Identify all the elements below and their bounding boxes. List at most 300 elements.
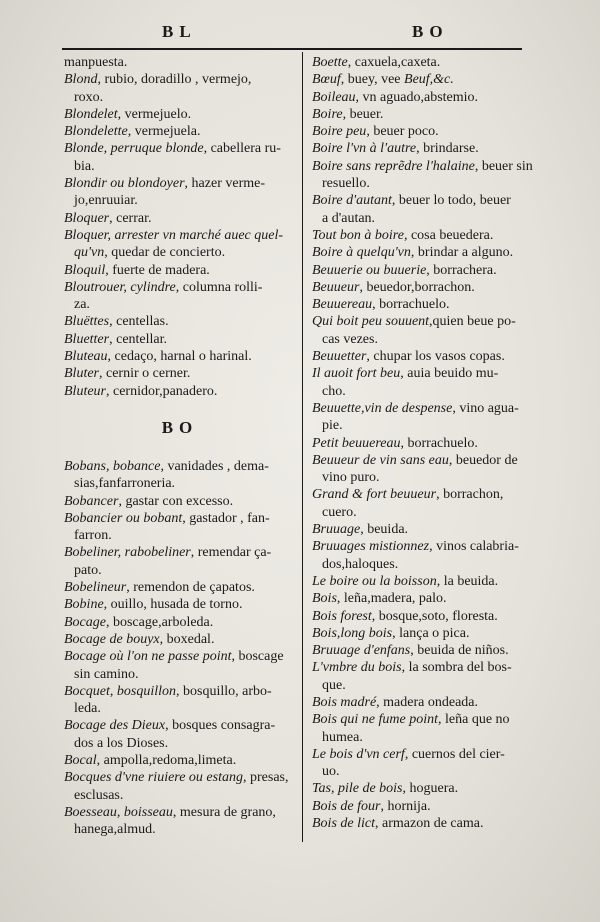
dictionary-entry <box>64 227 296 262</box>
entry-line <box>64 192 296 209</box>
definition: , boscage <box>231 649 284 665</box>
headword: Boire d'autant <box>312 193 392 209</box>
dictionary-entry <box>312 71 538 88</box>
definition: , remendar ça- <box>190 545 272 561</box>
definition: sin camino. <box>74 666 139 682</box>
headword: Boette <box>312 55 348 70</box>
dictionary-entry <box>312 711 538 746</box>
entry-line <box>64 383 296 400</box>
dictionary-entry <box>64 348 296 365</box>
entry-line <box>64 596 296 613</box>
entry-line <box>64 527 296 544</box>
definition: , bosquillo, arbo- <box>176 683 272 699</box>
entry-line <box>64 769 296 786</box>
dictionary-entry <box>64 769 296 804</box>
entry-line <box>64 821 296 838</box>
entry-line <box>312 590 538 607</box>
entry-line <box>64 244 296 261</box>
headword: Beuuetter <box>312 349 367 365</box>
definition: vino puro. <box>322 470 380 486</box>
page-header <box>62 22 522 52</box>
entry-line <box>312 158 538 175</box>
dictionary-entry <box>64 210 296 227</box>
headword: Boire <box>312 106 343 122</box>
headword: Bobancier ou bobant <box>64 510 183 526</box>
headword: Le boire ou la boisson <box>312 573 437 589</box>
headword: Bois de lict <box>312 816 375 832</box>
entry-line <box>312 262 538 279</box>
entry-line <box>64 614 296 631</box>
definition: , cosa beuedera. <box>403 227 494 243</box>
dictionary-entry <box>312 538 538 573</box>
headword: Bruuage <box>312 522 361 538</box>
entry-line <box>312 573 538 590</box>
definition: , cuernos del cier- <box>404 746 505 762</box>
headword: Blonde, perruque blonde <box>64 141 204 157</box>
entry-line <box>312 54 538 71</box>
headword: Beuueur <box>312 279 360 295</box>
definition: , caxuela,caxeta. <box>347 55 441 70</box>
entry-line <box>64 365 296 382</box>
headword: Blondelette <box>64 124 128 140</box>
dictionary-entry <box>64 717 296 752</box>
definition: cuero. <box>322 504 357 520</box>
dictionary-entry <box>312 244 538 261</box>
definition: , brindar a alguno. <box>410 245 514 261</box>
entry-line <box>64 89 296 106</box>
entry-line <box>64 579 296 596</box>
dictionary-entry <box>312 521 538 538</box>
headword: Bobancer <box>64 493 119 509</box>
dictionary-entry <box>64 510 296 545</box>
definition: roxo. <box>74 89 104 105</box>
dictionary-entry <box>64 123 296 140</box>
headword: Bloutrouer, cylindre <box>64 279 176 295</box>
left-column <box>64 54 296 838</box>
entry-line <box>64 140 296 157</box>
headword: Bloquer <box>64 210 110 226</box>
definition: , boscage,arboleda. <box>105 614 214 630</box>
entry-line <box>312 486 538 503</box>
headword: Bluetter <box>64 331 110 347</box>
entry-line <box>64 227 296 244</box>
definition: , ouillo, husada de torno. <box>103 597 243 613</box>
headword: Bocal <box>64 752 97 768</box>
definition: sias,fanfarroneria. <box>74 476 176 492</box>
dictionary-entry <box>312 296 538 313</box>
definition: esclusas. <box>74 787 124 803</box>
entry-line <box>312 694 538 711</box>
definition: uo. <box>322 764 340 780</box>
right-entries <box>312 54 538 832</box>
definition: , beuer. <box>342 106 384 122</box>
entry-line <box>64 493 296 510</box>
dictionary-entry <box>64 804 296 839</box>
dictionary-entry <box>312 815 538 832</box>
entry-line <box>64 106 296 123</box>
entry-line <box>64 683 296 700</box>
dictionary-entry <box>312 400 538 435</box>
entry-line <box>64 123 296 140</box>
definition: , leña,madera, palo. <box>336 591 447 607</box>
entry-line <box>312 677 538 694</box>
definition: , beuer sin <box>474 158 533 174</box>
dictionary-entry <box>64 493 296 510</box>
definition: , vermejuela. <box>127 124 201 140</box>
definition: , presas, <box>243 770 289 786</box>
dictionary-entry <box>312 365 538 400</box>
headword: Bluteur <box>64 383 106 399</box>
dictionary-entry <box>64 458 296 493</box>
entry-line <box>64 458 296 475</box>
headword: Bocage où l'on ne passe point <box>64 649 232 665</box>
headword: Boesseau, boisseau <box>64 804 173 820</box>
headword: Bruuage d'enfans <box>312 643 411 659</box>
headword: Bois forest <box>312 608 372 624</box>
definition: , bosque,soto, floresta. <box>371 608 498 624</box>
headword: Bobans, bobance <box>64 458 161 474</box>
dictionary-entry <box>312 798 538 815</box>
headword: Petit beuuereau <box>312 435 401 451</box>
headword: Beuuerie ou buuerie <box>312 262 427 278</box>
definition: , cernidor,panadero. <box>106 383 218 399</box>
definition: , beuedor,borrachon. <box>359 279 475 295</box>
dictionary-entry <box>312 106 538 123</box>
right-column <box>312 54 538 832</box>
definition: za. <box>74 297 90 313</box>
dictionary-entry <box>64 279 296 314</box>
entry-line <box>312 140 538 157</box>
entry-line <box>312 556 538 573</box>
entry-line <box>312 780 538 797</box>
definition: , vino agua- <box>452 400 519 416</box>
entry-line <box>312 89 538 106</box>
headword: Blondelet <box>64 106 118 122</box>
dictionary-entry <box>312 642 538 659</box>
definition: , mesura de grano, <box>172 804 276 820</box>
entry-line <box>64 752 296 769</box>
entry-line <box>312 642 538 659</box>
definition: , boxedal. <box>159 631 215 647</box>
dictionary-entry <box>312 659 538 694</box>
definition: , lança o pica. <box>392 625 470 641</box>
headword: Boire à quelqu'vn <box>312 245 411 261</box>
headword: Bruuages mistionnez <box>312 539 430 555</box>
entry-line <box>312 625 538 642</box>
entry-line <box>312 763 538 780</box>
headword: Bocques d'vne riuiere ou estang <box>64 770 243 786</box>
entry-line <box>312 608 538 625</box>
headword: Bloquil <box>64 262 106 278</box>
entry-line <box>64 510 296 527</box>
headword: Bois <box>312 591 337 607</box>
headword: Il auoit fort beu <box>312 366 401 382</box>
definition: , vanidades , dema- <box>160 458 269 474</box>
definition: que. <box>322 677 346 693</box>
dictionary-entry <box>312 590 538 607</box>
headword: Bobelineur <box>64 580 127 596</box>
headword: Grand & fort beuueur <box>312 487 437 503</box>
definition: leda. <box>74 701 101 717</box>
entry-line <box>312 711 538 728</box>
definition: , madera ondeada. <box>376 694 479 710</box>
headword: Boire sans reprẽdre l'halaine <box>312 158 475 174</box>
headword: Bois de four <box>312 798 381 814</box>
dictionary-entry <box>312 746 538 781</box>
entry-line <box>312 435 538 452</box>
dictionary-entry <box>312 262 538 279</box>
definition: , borrachera. <box>426 262 497 278</box>
definition: cas vezes. <box>322 331 378 347</box>
dictionary-entry <box>312 227 538 244</box>
definition: , vn aguado,abstemio. <box>355 89 479 105</box>
headword: Bois madré <box>312 694 377 710</box>
entry-line <box>64 700 296 717</box>
dictionary-entry <box>64 331 296 348</box>
headword: qu'vn <box>74 245 105 261</box>
entry-line <box>312 469 538 486</box>
definition: , la beuida. <box>436 573 499 589</box>
definition: , borrachon, <box>436 487 504 503</box>
headword: Bocage <box>64 614 106 630</box>
headword: Tout bon à boire <box>312 227 404 243</box>
dictionary-entry <box>312 435 538 452</box>
definition: , fuerte de madera. <box>105 262 210 278</box>
definition: , armazon de cama. <box>375 816 484 832</box>
entry-line <box>312 383 538 400</box>
definition: , quedar de concierto. <box>104 245 226 261</box>
dictionary-entry <box>64 648 296 683</box>
dictionary-entry <box>312 348 538 365</box>
dictionary-entry <box>64 54 296 71</box>
entry-line <box>312 123 538 140</box>
definition: dos a los Dioses. <box>74 735 169 751</box>
entry-line <box>64 175 296 192</box>
definition: manpuesta. <box>64 55 128 70</box>
headword: Blond <box>64 72 98 88</box>
cross-reference: Beuf,&c. <box>404 72 454 88</box>
definition: , beuida. <box>360 522 409 538</box>
headword: Bloquer, arrester vn marché auec quel- <box>64 227 284 243</box>
entry-line <box>64 331 296 348</box>
entry-line <box>64 735 296 752</box>
dictionary-entry <box>64 544 296 579</box>
entry-line <box>64 787 296 804</box>
headword: Bois,long bois <box>312 625 393 641</box>
headword: Bluteau <box>64 349 108 365</box>
dictionary-entry <box>312 452 538 487</box>
entry-line <box>64 717 296 734</box>
entry-line <box>312 348 538 365</box>
entry-line <box>64 313 296 330</box>
definition: , hoguera. <box>402 781 459 797</box>
dictionary-entry <box>312 158 538 193</box>
headword: Boileau <box>312 89 356 105</box>
entry-line <box>64 71 296 88</box>
definition: resuello. <box>322 176 370 192</box>
headword: Bois qui ne fume point <box>312 712 438 728</box>
entry-line <box>64 262 296 279</box>
entry-line <box>312 746 538 763</box>
entry-line <box>64 296 296 313</box>
dictionary-entry <box>312 625 538 642</box>
entry-line <box>312 815 538 832</box>
definition: dos,haloques. <box>322 556 399 572</box>
entry-line <box>312 417 538 434</box>
entry-line <box>312 521 538 538</box>
headword: Beuuette,vin de despense <box>312 400 453 416</box>
dictionary-entry <box>312 89 538 106</box>
dictionary-entry <box>64 614 296 631</box>
dictionary-entry <box>64 365 296 382</box>
definition: , beuer lo todo, beuer <box>391 193 511 209</box>
definition: a d'autan. <box>322 210 376 226</box>
dictionary-entry <box>64 579 296 596</box>
entry-line <box>64 210 296 227</box>
headword: L'vmbre du bois <box>312 660 402 676</box>
definition: , columna rolli- <box>175 279 263 295</box>
section-heading: BO <box>161 417 199 437</box>
definition: , auia beuido mu- <box>400 366 499 382</box>
entry-line <box>312 365 538 382</box>
entry-line <box>312 452 538 469</box>
headword: Boire peu <box>312 124 367 140</box>
dictionary-entry <box>64 683 296 718</box>
dictionary-entry <box>64 752 296 769</box>
entry-line <box>64 631 296 648</box>
definition: , vermejuelo. <box>117 106 192 122</box>
definition: , centellar. <box>109 331 168 347</box>
entry-line <box>312 244 538 261</box>
definition: , hazer verme- <box>184 176 265 192</box>
definition: cho. <box>322 383 346 399</box>
definition: , bosques consagra- <box>165 718 276 734</box>
headword: Bobine <box>64 597 104 613</box>
definition: jo,enruuiar. <box>74 193 138 209</box>
headword: Bluter <box>64 366 99 382</box>
definition: , leña que no <box>438 712 510 728</box>
definition: , la sombra del bos- <box>401 660 512 676</box>
definition: , beuer poco. <box>366 124 439 140</box>
dictionary-entry <box>64 313 296 330</box>
entry-line <box>312 71 538 88</box>
definition: , buey, vee <box>340 72 405 88</box>
entry-line <box>312 798 538 815</box>
definition: , ampolla,redoma,limeta. <box>96 752 237 768</box>
headword: Bobeliner, rabobeliner <box>64 545 191 561</box>
dictionary-entry <box>64 106 296 123</box>
dictionary-entry <box>64 175 296 210</box>
definition: , beuida de niños. <box>410 643 509 659</box>
definition: hanega,almud. <box>74 822 156 838</box>
entry-line <box>312 227 538 244</box>
definition: , centellas. <box>109 314 169 330</box>
running-head-left: BL <box>162 22 197 41</box>
entry-line <box>312 296 538 313</box>
entry-line <box>312 729 538 746</box>
definition: , gastador , fan- <box>182 510 270 526</box>
headword: Le bois d'vn cerf <box>312 746 405 762</box>
entry-line <box>64 544 296 561</box>
entry-line <box>64 54 296 71</box>
headword: Boire l'vn à l'autre <box>312 141 417 157</box>
entry-line <box>312 659 538 676</box>
entry-line <box>64 348 296 365</box>
entry-line <box>312 192 538 209</box>
definition: , borrachuelo. <box>400 435 478 451</box>
entry-line <box>64 279 296 296</box>
headword: Blondir ou blondoyer <box>64 176 185 192</box>
dictionary-entry <box>312 573 538 590</box>
entry-line <box>64 562 296 579</box>
definition: , cedaço, harnal o harinal. <box>107 349 252 365</box>
dictionary-entry <box>312 54 538 71</box>
dictionary-entry <box>64 383 296 400</box>
headword: Bœuf <box>312 72 341 88</box>
definition: , cerrar. <box>109 210 152 226</box>
entry-line <box>64 158 296 175</box>
entry-line <box>312 400 538 417</box>
entry-line <box>64 648 296 665</box>
entry-line <box>312 279 538 296</box>
definition: , vinos calabria- <box>429 539 519 555</box>
dictionary-entry <box>64 262 296 279</box>
entry-line <box>312 106 538 123</box>
headword: Beuuereau <box>312 297 373 313</box>
dictionary-entry <box>312 694 538 711</box>
dictionary-entry <box>312 192 538 227</box>
headword: Tas, pile de bois <box>312 781 403 797</box>
entry-line <box>312 331 538 348</box>
definition: , borrachuelo. <box>372 297 450 313</box>
headword: Qui boit peu souuent <box>312 314 430 330</box>
entry-line <box>64 666 296 683</box>
definition: , hornija. <box>380 798 431 814</box>
definition: humea. <box>322 729 363 745</box>
headword: Bluëttes <box>64 314 110 330</box>
entry-line <box>312 210 538 227</box>
dictionary-entry <box>312 608 538 625</box>
left-top-entries <box>64 54 296 400</box>
headword: Bocquet, bosquillon <box>64 683 176 699</box>
definition: farron. <box>74 528 112 544</box>
entry-line <box>312 538 538 555</box>
dictionary-entry <box>312 313 538 348</box>
dictionary-entry <box>64 140 296 175</box>
definition: ,quien beue po- <box>429 314 516 330</box>
dictionary-entry <box>312 780 538 797</box>
entry-line <box>64 804 296 821</box>
definition: , brindarse. <box>416 141 479 157</box>
column-divider <box>302 52 303 842</box>
headword: Bocage des Dieux <box>64 718 166 734</box>
definition: bia. <box>74 158 95 174</box>
definition: , cabellera ru- <box>203 141 281 157</box>
headword: Beuueur de vin sans eau <box>312 452 449 468</box>
headword: Bocage de bouyx <box>64 631 160 647</box>
dictionary-entry <box>312 140 538 157</box>
definition: , beuedor de <box>448 452 518 468</box>
definition: , cernir o cerner. <box>99 366 191 382</box>
header-rule <box>62 48 522 50</box>
definition: , chupar los vasos copas. <box>366 349 505 365</box>
running-head-right: BO <box>412 22 449 41</box>
definition: pato. <box>74 562 102 578</box>
definition: , gastar con excesso. <box>118 493 234 509</box>
dictionary-entry <box>312 123 538 140</box>
dictionary-entry <box>64 596 296 613</box>
dictionary-entry <box>64 631 296 648</box>
